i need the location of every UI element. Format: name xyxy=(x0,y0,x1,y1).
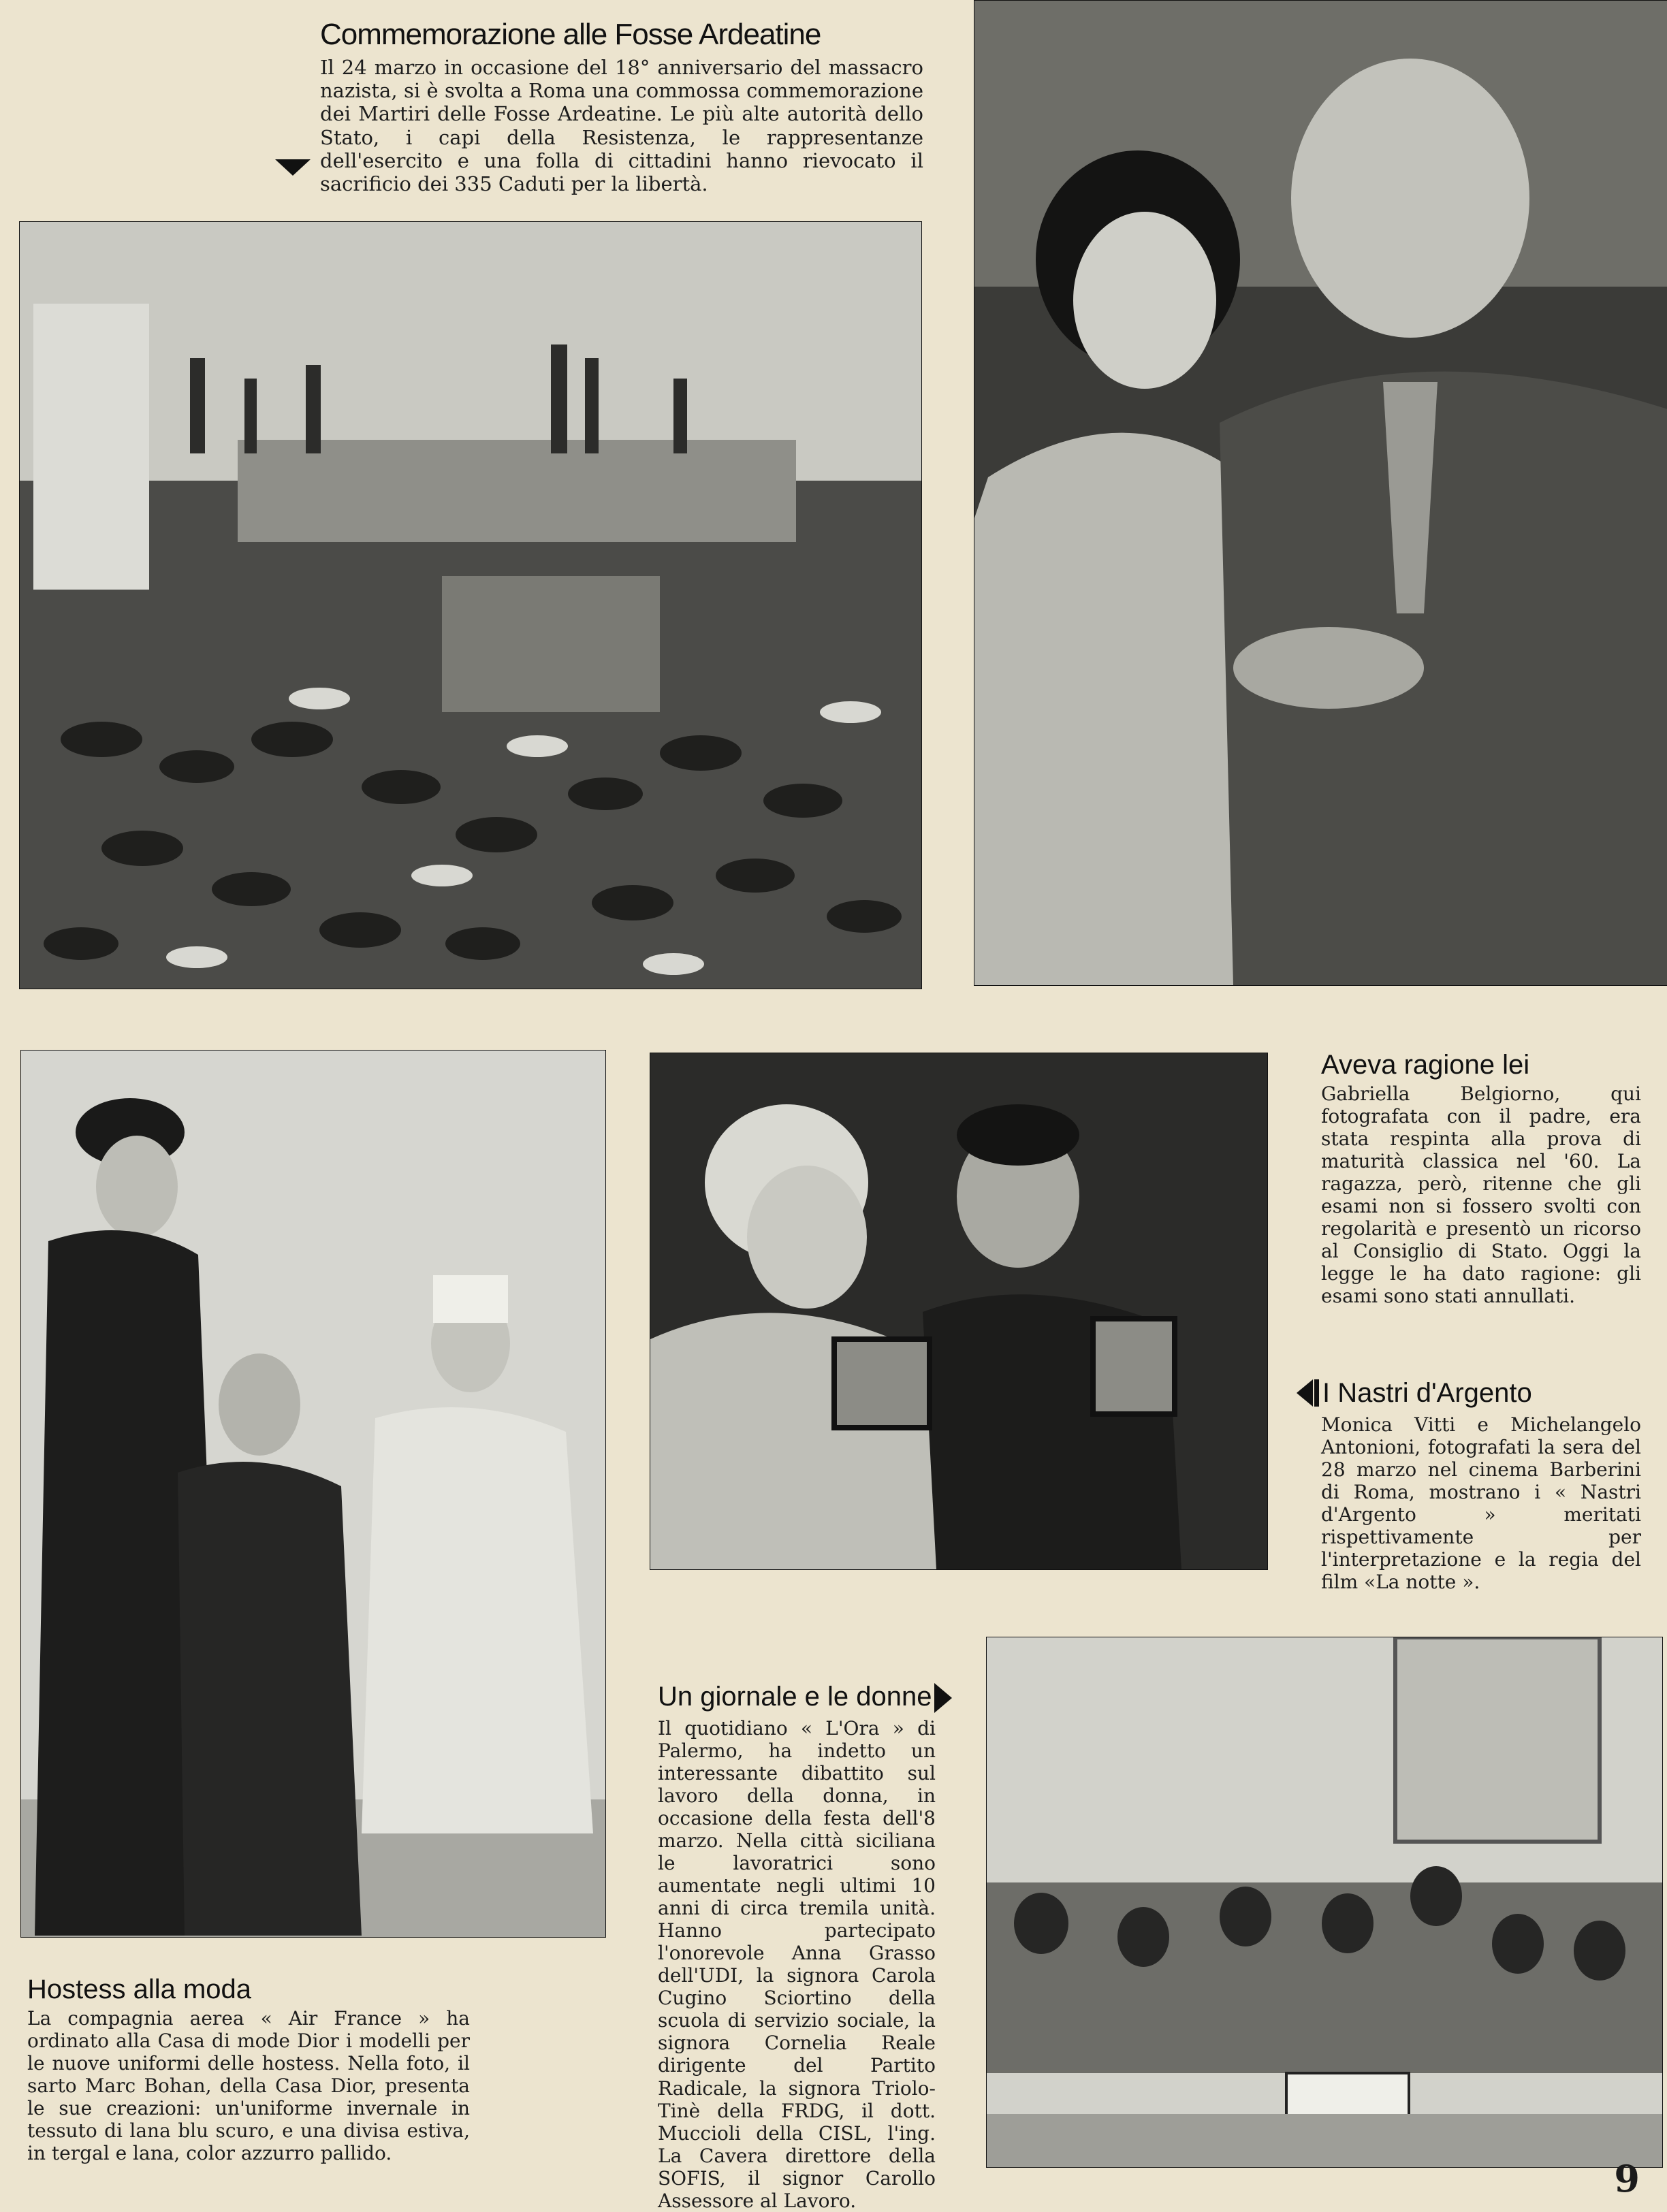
nastri-headline: I Nastri d'Argento xyxy=(1322,1378,1532,1408)
right-arrow-icon xyxy=(934,1683,952,1713)
photo-giornale-dibattito xyxy=(986,1637,1663,2168)
photo-hostess-dior xyxy=(20,1050,606,1938)
aveva-headline: Aveva ragione lei xyxy=(1321,1050,1530,1080)
hostess-headline: Hostess alla moda xyxy=(27,1974,252,2004)
page-number: 9 xyxy=(1614,2157,1640,2200)
giornale-body: Il quotidiano « L'Ora » di Palermo, ha indetto un interessante dibattito sul lavoro della donna, in occasione della festa dell'8 marzo. Nella città siciliana le lavoratrici sono aumentate negli ultimi 10 anni di circa tremila unità. Hanno partecipato l'onorevole Anna Grasso dell'UDI, la signora Carola Cugino Sciortino della scuola di servizio sociale, la signora Cornelia Reale dirigente del Partito Radicale, la signora Triolo-Tinè della FRDG, il dott. Muccioli della CISL, l'ing. La Cavera direttore della SOFIS, il signor Carollo Assessore al Lavoro. xyxy=(658,1717,936,2212)
left-arrow-bar xyxy=(1314,1379,1319,1407)
fosse-headline: Commemorazione alle Fosse Ardeatine xyxy=(320,18,821,51)
nastri-body: Monica Vitti e Michelangelo Antonioni, fotografati la sera del 28 marzo nel cinema Barberini di Roma, mostrano i « Nastri d'Argento » meritati rispettivamente per l'interpretazione e la regia del film «La notte ». xyxy=(1321,1413,1641,1594)
photo-fosse-ardeatine xyxy=(19,221,922,989)
photo-vitti-antonioni xyxy=(650,1053,1268,1570)
left-arrow-icon xyxy=(1297,1379,1313,1407)
down-arrow-icon xyxy=(275,159,311,176)
photo-belgiorno-father-daughter xyxy=(974,0,1667,986)
fosse-body: Il 24 marzo in occasione del 18° anniversario del massacro nazista, si è svolta a Roma una commossa commemorazione dei Martiri delle Fosse Ardeatine. Le più alte autorità dello Stato, i capi della Resistenza, le rappresentanze dell'esercito e una folla di cittadini hanno rievocato il sacrificio dei 335 Caduti per la libertà. xyxy=(320,56,923,196)
aveva-body: Gabriella Belgiorno, qui fotografata con il padre, era stata respinta alla prova di maturità classica nel '60. La ragazza, però, ritenne che gli esami non si fossero svolti con regolarità e presentò un ricorso al Consiglio di Stato. Oggi la legge le ha dato ragione: gli esami sono stati annullati. xyxy=(1321,1083,1641,1308)
hostess-body: La compagnia aerea « Air France » ha ordinato alla Casa di mode Dior i modelli per le nuove uniformi delle hostess. Nella foto, il sarto Marc Bohan, della Casa Dior, presenta le sue creazioni: un'uniforme invernale in tessuto di lana blu scuro, e una divisa estiva, in tergal e lana, color azzurro pallido. xyxy=(27,2007,470,2165)
giornale-headline: Un giornale e le donne xyxy=(658,1682,932,1712)
